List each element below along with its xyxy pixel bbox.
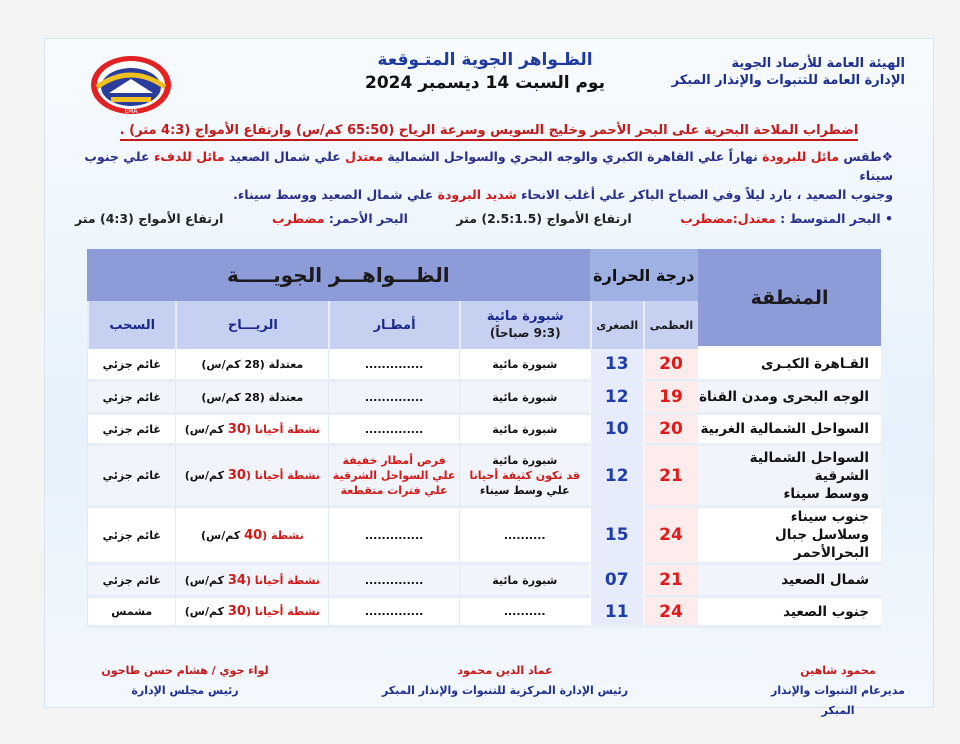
wind-cell: نشطة (40 كم/س): [175, 508, 328, 565]
fog-cell: شبورة مائية: [459, 349, 590, 382]
min-temp-header: الصغرى: [590, 301, 643, 349]
min-temp: 12: [590, 382, 643, 415]
fog-cell: ..........: [459, 508, 590, 565]
max-temp: 20: [643, 415, 698, 446]
title-block: [285, 49, 685, 95]
region-name: القـاهرة الكبـرى: [698, 349, 881, 382]
table-row: [87, 508, 881, 565]
min-temp: 12: [590, 446, 643, 508]
rain-cell: ..............: [328, 508, 459, 565]
wind-cell: نشطة أحيانا (30 كم/س): [175, 598, 328, 628]
cloud-cell: غائم جزئي: [87, 415, 175, 446]
table-row: [87, 565, 881, 598]
page-title: الظـواهر الجوية المتـوقعة: [377, 50, 593, 70]
rain-cell: ..............: [328, 415, 459, 446]
ema-logo-icon: [85, 53, 177, 117]
table-row: [87, 382, 881, 415]
signature-central-director: عماد الدين محمود رئيس الإدارة المركزية للتنبوات والإنذار المبكر: [381, 664, 629, 697]
cloud-header: السحب: [87, 301, 175, 349]
org-department: الإدارة العامة للتنبوات والإنذار المبكر: [671, 73, 905, 88]
weather-line-2: وجنوب الصعيد ، بارد ليلاً وفي الصباح الباكر علي أغلب الانحاء شديد البرودة علي شمال الصعيد ووسط سيناء.: [233, 187, 893, 202]
temperature-header: درجة الحرارة: [590, 249, 699, 301]
max-temp: 20: [643, 349, 698, 382]
region-name: جنوب الصعيد: [698, 598, 881, 628]
rain-cell: ..............: [328, 349, 459, 382]
min-temp: 11: [590, 598, 643, 628]
red-sea-state: البحر الأحمر: مضطرب: [271, 211, 408, 226]
region-name: السواحل الشمالية الشرقية ووسط سيناء: [698, 446, 881, 508]
rain-cell: فرص أمطار خفيفة علي السواحل الشرقية علي فترات متقطعة: [328, 446, 459, 508]
max-temp: 19: [643, 382, 698, 415]
phenomena-header: الظـــواهـــر الجويـــــة: [87, 249, 590, 301]
table-row: [87, 446, 881, 508]
rain-cell: ..............: [328, 598, 459, 628]
region-name: الوجه البحرى ومدن القناة: [698, 382, 881, 415]
max-temp: 24: [643, 508, 698, 565]
signature-forecast-director: محمود شاهين مديرعام التنبوات والإنذار المبكر: [771, 664, 905, 717]
wind-cell: نشطة أحيانا (30 كم/س): [175, 446, 328, 508]
cloud-cell: غائم جزئي: [87, 446, 175, 508]
fog-cell: شبورة مائية: [459, 565, 590, 598]
table-row: [87, 598, 881, 628]
cloud-cell: غائم جزئي: [87, 508, 175, 565]
cloud-cell: غائم جزئي: [87, 382, 175, 415]
marine-alert: [45, 123, 933, 138]
cloud-cell: غائم جزئي: [87, 349, 175, 382]
rain-cell: ..............: [328, 382, 459, 415]
wind-cell: معتدلة (28 كم/س): [175, 349, 328, 382]
marine-alert-text: اضطراب الملاحة البحرية على البحر الأحمر وخليج السويس وسرعة الرياح (65:50 كم/س) وارتفاع الأمواج (4:3 متر) .: [120, 123, 859, 141]
fog-header: شبورة مائية (9:3 صباحاً): [459, 301, 590, 349]
min-temp: 15: [590, 508, 643, 565]
rain-header: أمطـار: [328, 301, 459, 349]
forecast-sheet: [44, 38, 934, 717]
region-name: جنوب سيناء وسلاسل جبال البحرالأحمر: [698, 508, 881, 565]
min-temp: 10: [590, 415, 643, 446]
region-name: السواحل الشمالية الغربية: [698, 415, 881, 446]
min-temp: 13: [590, 349, 643, 382]
fog-cell: ..........: [459, 598, 590, 628]
org-name: الهيئة العامة للأرصاد الجوية: [731, 56, 905, 71]
rain-cell: ..............: [328, 565, 459, 598]
signature-board-chairman: لواء جوي / هشام حسن طاحون رئيس مجلس الإدارة: [101, 664, 269, 697]
fog-cell: شبورة مائية قد تكون كثيفة أحيانا علي وسط سيناء: [459, 446, 590, 508]
table-row: [87, 415, 881, 446]
region-header: المنطقة: [698, 249, 881, 349]
max-temp-header: العظمى: [643, 301, 698, 349]
max-temp: 21: [643, 446, 698, 508]
forecast-table: [87, 249, 881, 628]
fog-cell: شبورة مائية: [459, 415, 590, 446]
forecast-date: يوم السبت 14 ديسمبر 2024: [365, 73, 605, 93]
weather-description: [75, 147, 893, 204]
wind-cell: معتدلة (28 كم/س): [175, 382, 328, 415]
mediterranean-state: • البحر المتوسط : معتدل:مضطرب: [680, 211, 893, 226]
logo-text: EMA: [124, 108, 138, 115]
mediterranean-waves: ارتفاع الأمواج (2.5:1.5) متر: [456, 211, 632, 226]
cloud-cell: غائم جزئي: [87, 565, 175, 598]
wind-cell: نشطة أحيانا (30 كم/س): [175, 415, 328, 446]
organization-header: [672, 55, 905, 89]
min-temp: 07: [590, 565, 643, 598]
max-temp: 24: [643, 598, 698, 628]
wind-cell: نشطة أحيانا (34 كم/س): [175, 565, 328, 598]
sea-conditions: [75, 211, 893, 226]
wind-header: الريـــاح: [175, 301, 328, 349]
region-name: شمال الصعيد: [698, 565, 881, 598]
table-row: [87, 349, 881, 382]
cloud-cell: مشمس: [87, 598, 175, 628]
red-sea-waves: ارتفاع الأمواج (4:3) متر: [75, 211, 224, 226]
fog-cell: شبورة مائية: [459, 382, 590, 415]
weather-line-1: ❖طقس مائل للبرودة نهاراً علي القاهرة الكبري والوجه البحري والسواحل الشمالية معتدل علي شمال الصعيد مائل للدفء علي جنوب سيناء: [84, 149, 893, 183]
max-temp: 21: [643, 565, 698, 598]
